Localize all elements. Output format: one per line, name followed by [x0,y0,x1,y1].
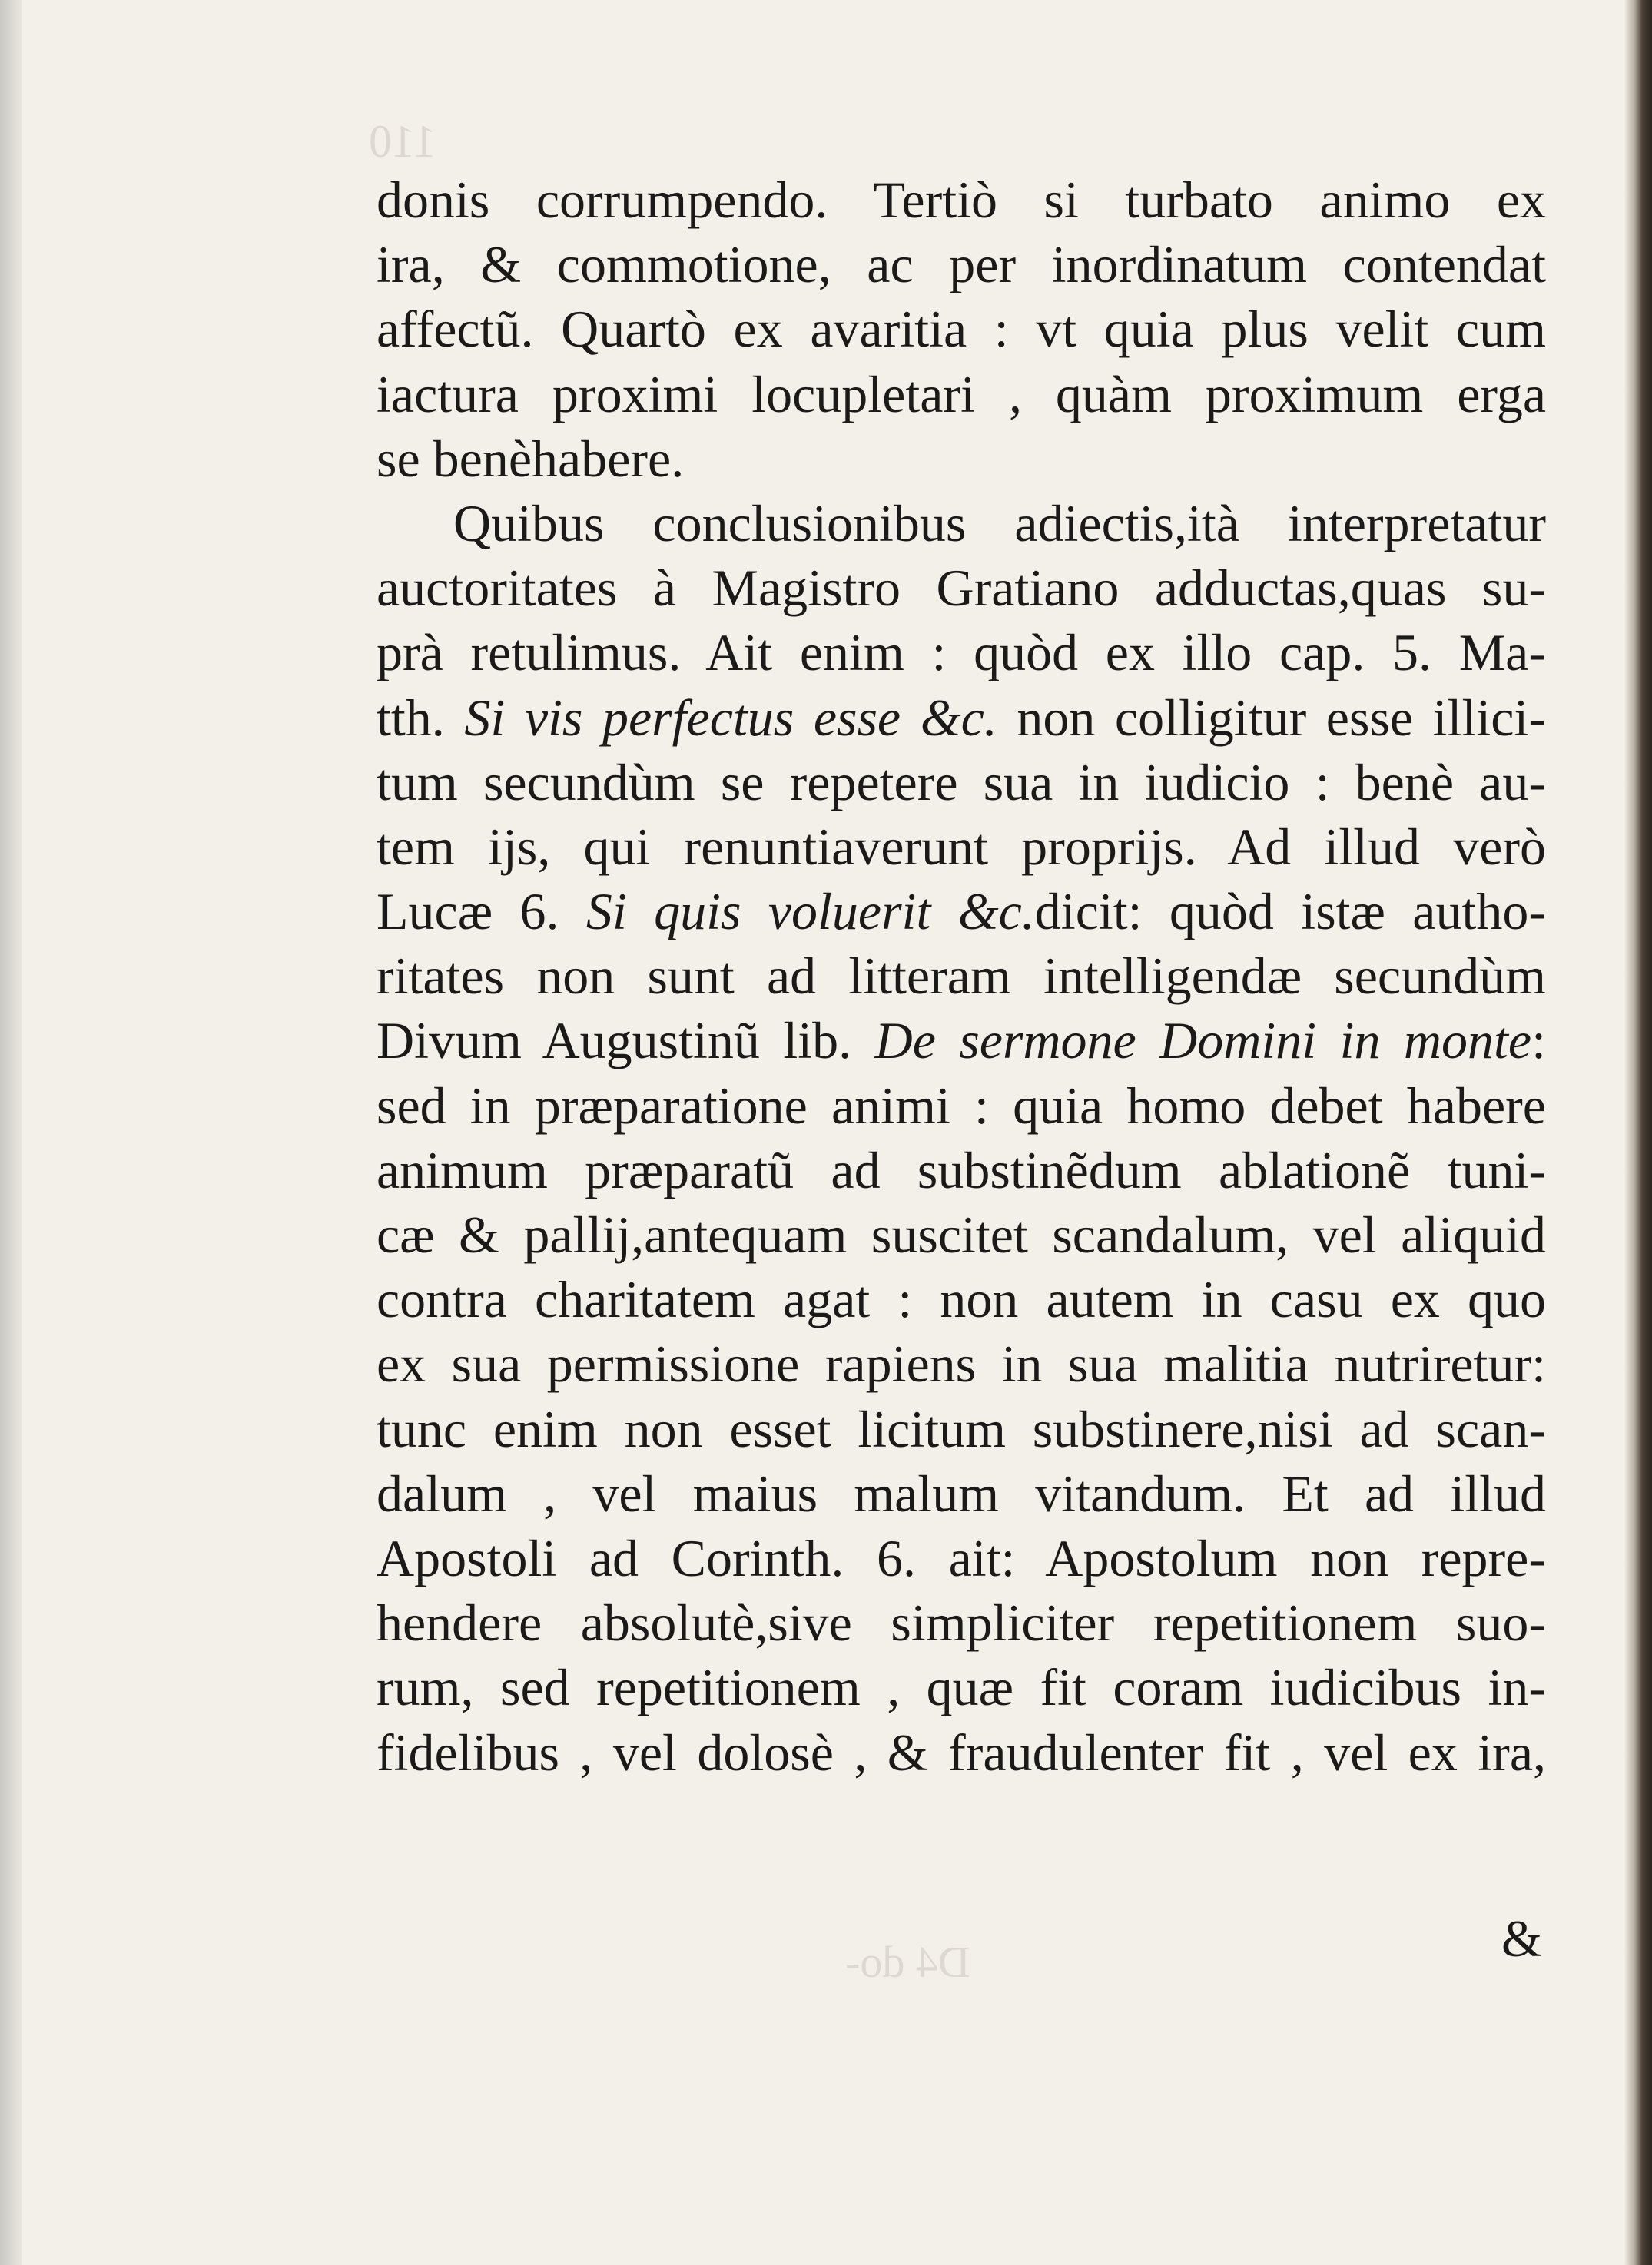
text-run: tem ijs, qui renuntiaverunt proprijs. Ad illud verò [377,817,1546,876]
text-run: auctoritates à Magistro Gratiano adductas,quas su- [377,559,1546,618]
text-line [377,167,1546,232]
text-run: cæ & pallij,antequam suscitet scandalum, vel aliquid [377,1205,1546,1264]
text-run: Quibus conclusionibus adiectis,ità interpretatur [453,493,1546,552]
text-run: tum secundùm se repetere sua in iudicio : benè au- [377,752,1546,811]
text-run: dalum , vel maius malum vitandum. Et ad illud [377,1464,1546,1523]
text-run: Lucæ 6. [377,882,586,941]
show-through-signature: D4 do- [845,1937,970,1987]
text-line [377,1138,1546,1202]
text-line [377,1073,1546,1138]
text-line [377,1008,1546,1073]
text-line [377,685,1546,750]
text-run: animum præparatũ ad substinẽdum ablationẽ tuni- [377,1140,1546,1199]
text-line [377,1267,1546,1331]
text-line [377,620,1546,685]
text-line [377,555,1546,620]
text-run: tunc enim non esset licitum substinere,nisi ad scan- [377,1399,1546,1458]
show-through-page-number: 110 [369,116,436,167]
text-run: affectũ. Quartò ex avaritia : vt quia plus velit cum [377,300,1546,359]
italic-citation: De sermone Domini in monte [874,1011,1532,1070]
text-line [377,879,1546,943]
text-run: contra charitatem agat : non autem in casu ex quo [377,1270,1546,1329]
text-run: prà retulimus. Ait enim : quòd ex illo cap. 5. Ma- [377,623,1546,682]
text-run: ritates non sunt ad litteram intelligendæ secundùm [377,947,1546,1006]
catchword: & [1501,1909,1542,1968]
italic-citation: Si vis perfectus esse &c. [464,688,997,747]
text-line [377,491,1546,555]
body-text [377,167,1546,1785]
text-line [377,1720,1546,1785]
text-line [377,1590,1546,1655]
text-run: hendere absolutè,sive simpliciter repetitionem suo- [377,1593,1546,1653]
text-run: rum, sed repetitionem , quæ fit coram iudicibus in- [377,1658,1546,1717]
text-line [377,297,1546,361]
text-line [377,1202,1546,1267]
text-line [377,814,1546,879]
text-run: fidelibus , vel dolosè , & fraudulenter fit , vel ex ira, [377,1723,1546,1782]
text-run: dicit: quòd istæ autho- [1034,882,1547,941]
text-run: ex sua permissione rapiens in sua malitia nutriretur: [377,1335,1546,1394]
text-run: tth. [377,688,465,747]
text-line [377,943,1546,1008]
text-line [377,1331,1546,1396]
text-run: ira, & commotione, ac per inordinatum contendat [377,235,1546,294]
text-run: : [1531,1011,1547,1070]
italic-citation: Si quis voluerit &c. [585,882,1035,941]
text-line [377,362,1546,426]
page-left-edge [0,0,22,2265]
text-run: iactura proximi locupletari , quàm proximum erga [377,364,1546,423]
text-run: donis corrumpendo. Tertiò si turbato animo ex [377,171,1546,229]
text-line [377,1655,1546,1719]
text-line [377,750,1546,814]
text-line [377,426,1546,491]
book-gutter-edge [1624,0,1652,2265]
text-run: Apostoli ad Corinth. 6. ait: Apostolum non repre- [377,1528,1546,1587]
text-run: Divum Augustinũ lib. [377,1011,875,1070]
text-line [377,232,1546,297]
text-line [377,1397,1546,1461]
text-line [377,1461,1546,1526]
text-line [377,1526,1546,1590]
text-run: se benèhabere. [377,429,685,488]
text-run: non colligitur esse illici- [997,688,1546,747]
text-run: sed in præparatione animi : quia homo debet habere [377,1076,1546,1135]
